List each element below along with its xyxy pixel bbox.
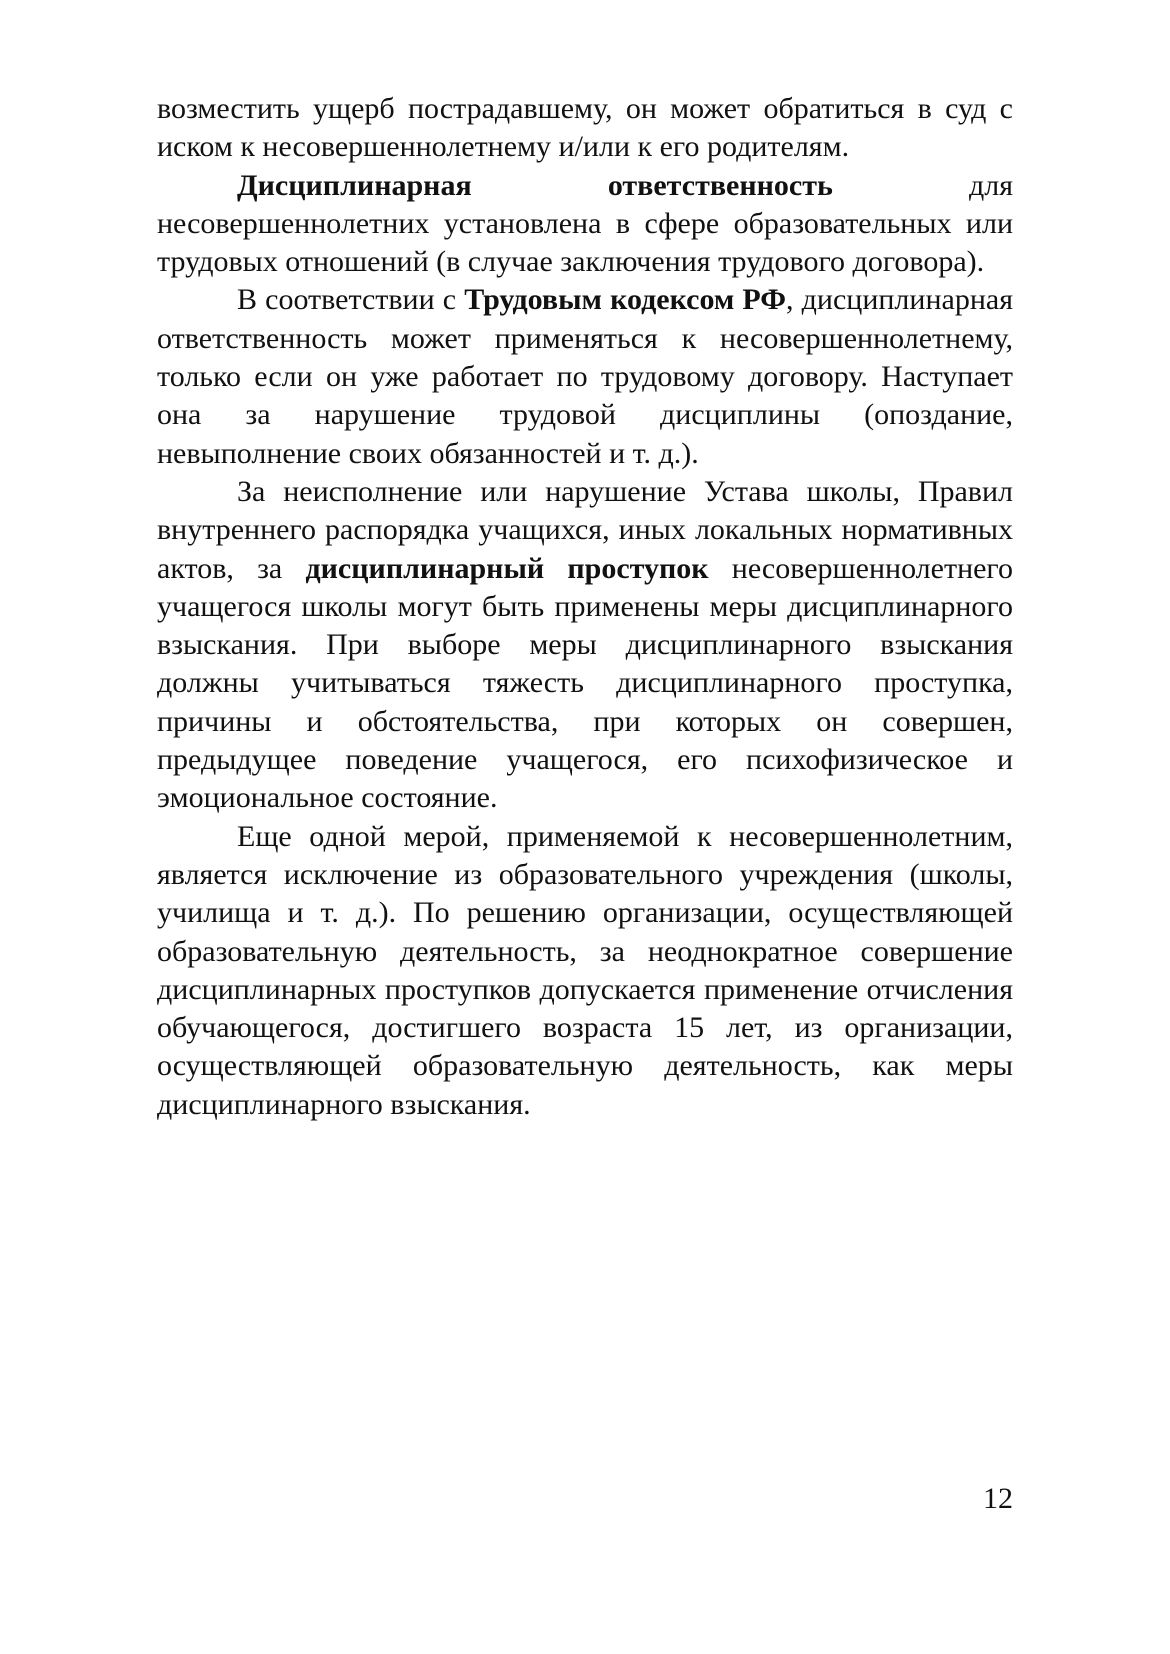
paragraph-expulsion <box>157 818 1013 1124</box>
paragraph-damages-continuation <box>157 90 1013 167</box>
text-segment: , дисциплинарная ответственность может применяться к несовершеннолетнему, только если он уже работает по трудовому договору. Наступает она за нарушение трудовой дисциплины (опоздание, невыполнение своих обязанностей и т. д.). <box>157 283 1013 470</box>
bold-term: Дисциплинарная ответственность <box>237 168 833 202</box>
paragraph-disciplinary-responsibility <box>157 167 1013 282</box>
paragraph-labor-code <box>157 281 1013 472</box>
bold-term: дисциплинарный проступок <box>305 551 709 585</box>
text-segment: для несовершеннолетних установлена в сфере образовательных или трудовых отношений (в случае заключения трудового договора). <box>157 168 1013 279</box>
bold-term: Трудовым кодексом РФ <box>464 283 787 317</box>
text-segment: Еще одной мерой, применяемой к несовершеннолетним, является исключение из образовательного учреждения (школы, училища и т. д.). По решению организации, осуществляющей образовательную деятельность, за неоднократное совершение дисциплинарных проступков допускается применение отчисления обучающегося, достигшего возраста 15 лет, из организации, осуществляющей образовательную деятельность, как меры дисциплинарного взыскания. <box>157 819 1013 1121</box>
paragraph-school-charter <box>157 473 1013 818</box>
text-segment: За неисполнение или нарушение Устава школы, Правил внутреннего распорядка учащихся, иных локальных нормативных актов, за <box>157 474 1013 585</box>
page-number: 12 <box>983 1482 1013 1515</box>
document-body <box>157 90 1013 1124</box>
text-segment: возместить ущерб пострадавшему, он может обратиться в суд с иском к несовершеннолетнему и/или к его родителям. <box>157 92 1013 164</box>
text-segment: В соответствии с <box>237 283 465 317</box>
text-segment: несовершеннолетнего учащегося школы могут быть применены меры дисциплинарного взыскания. При выборе меры дисциплинарного взыскания должны учитываться тяжесть дисциплинарного проступка, причины и обстоятельства, при которых он совершен, предыдущее поведение учащегося, его психофизическое и эмоциональное состояние. <box>157 551 1013 815</box>
